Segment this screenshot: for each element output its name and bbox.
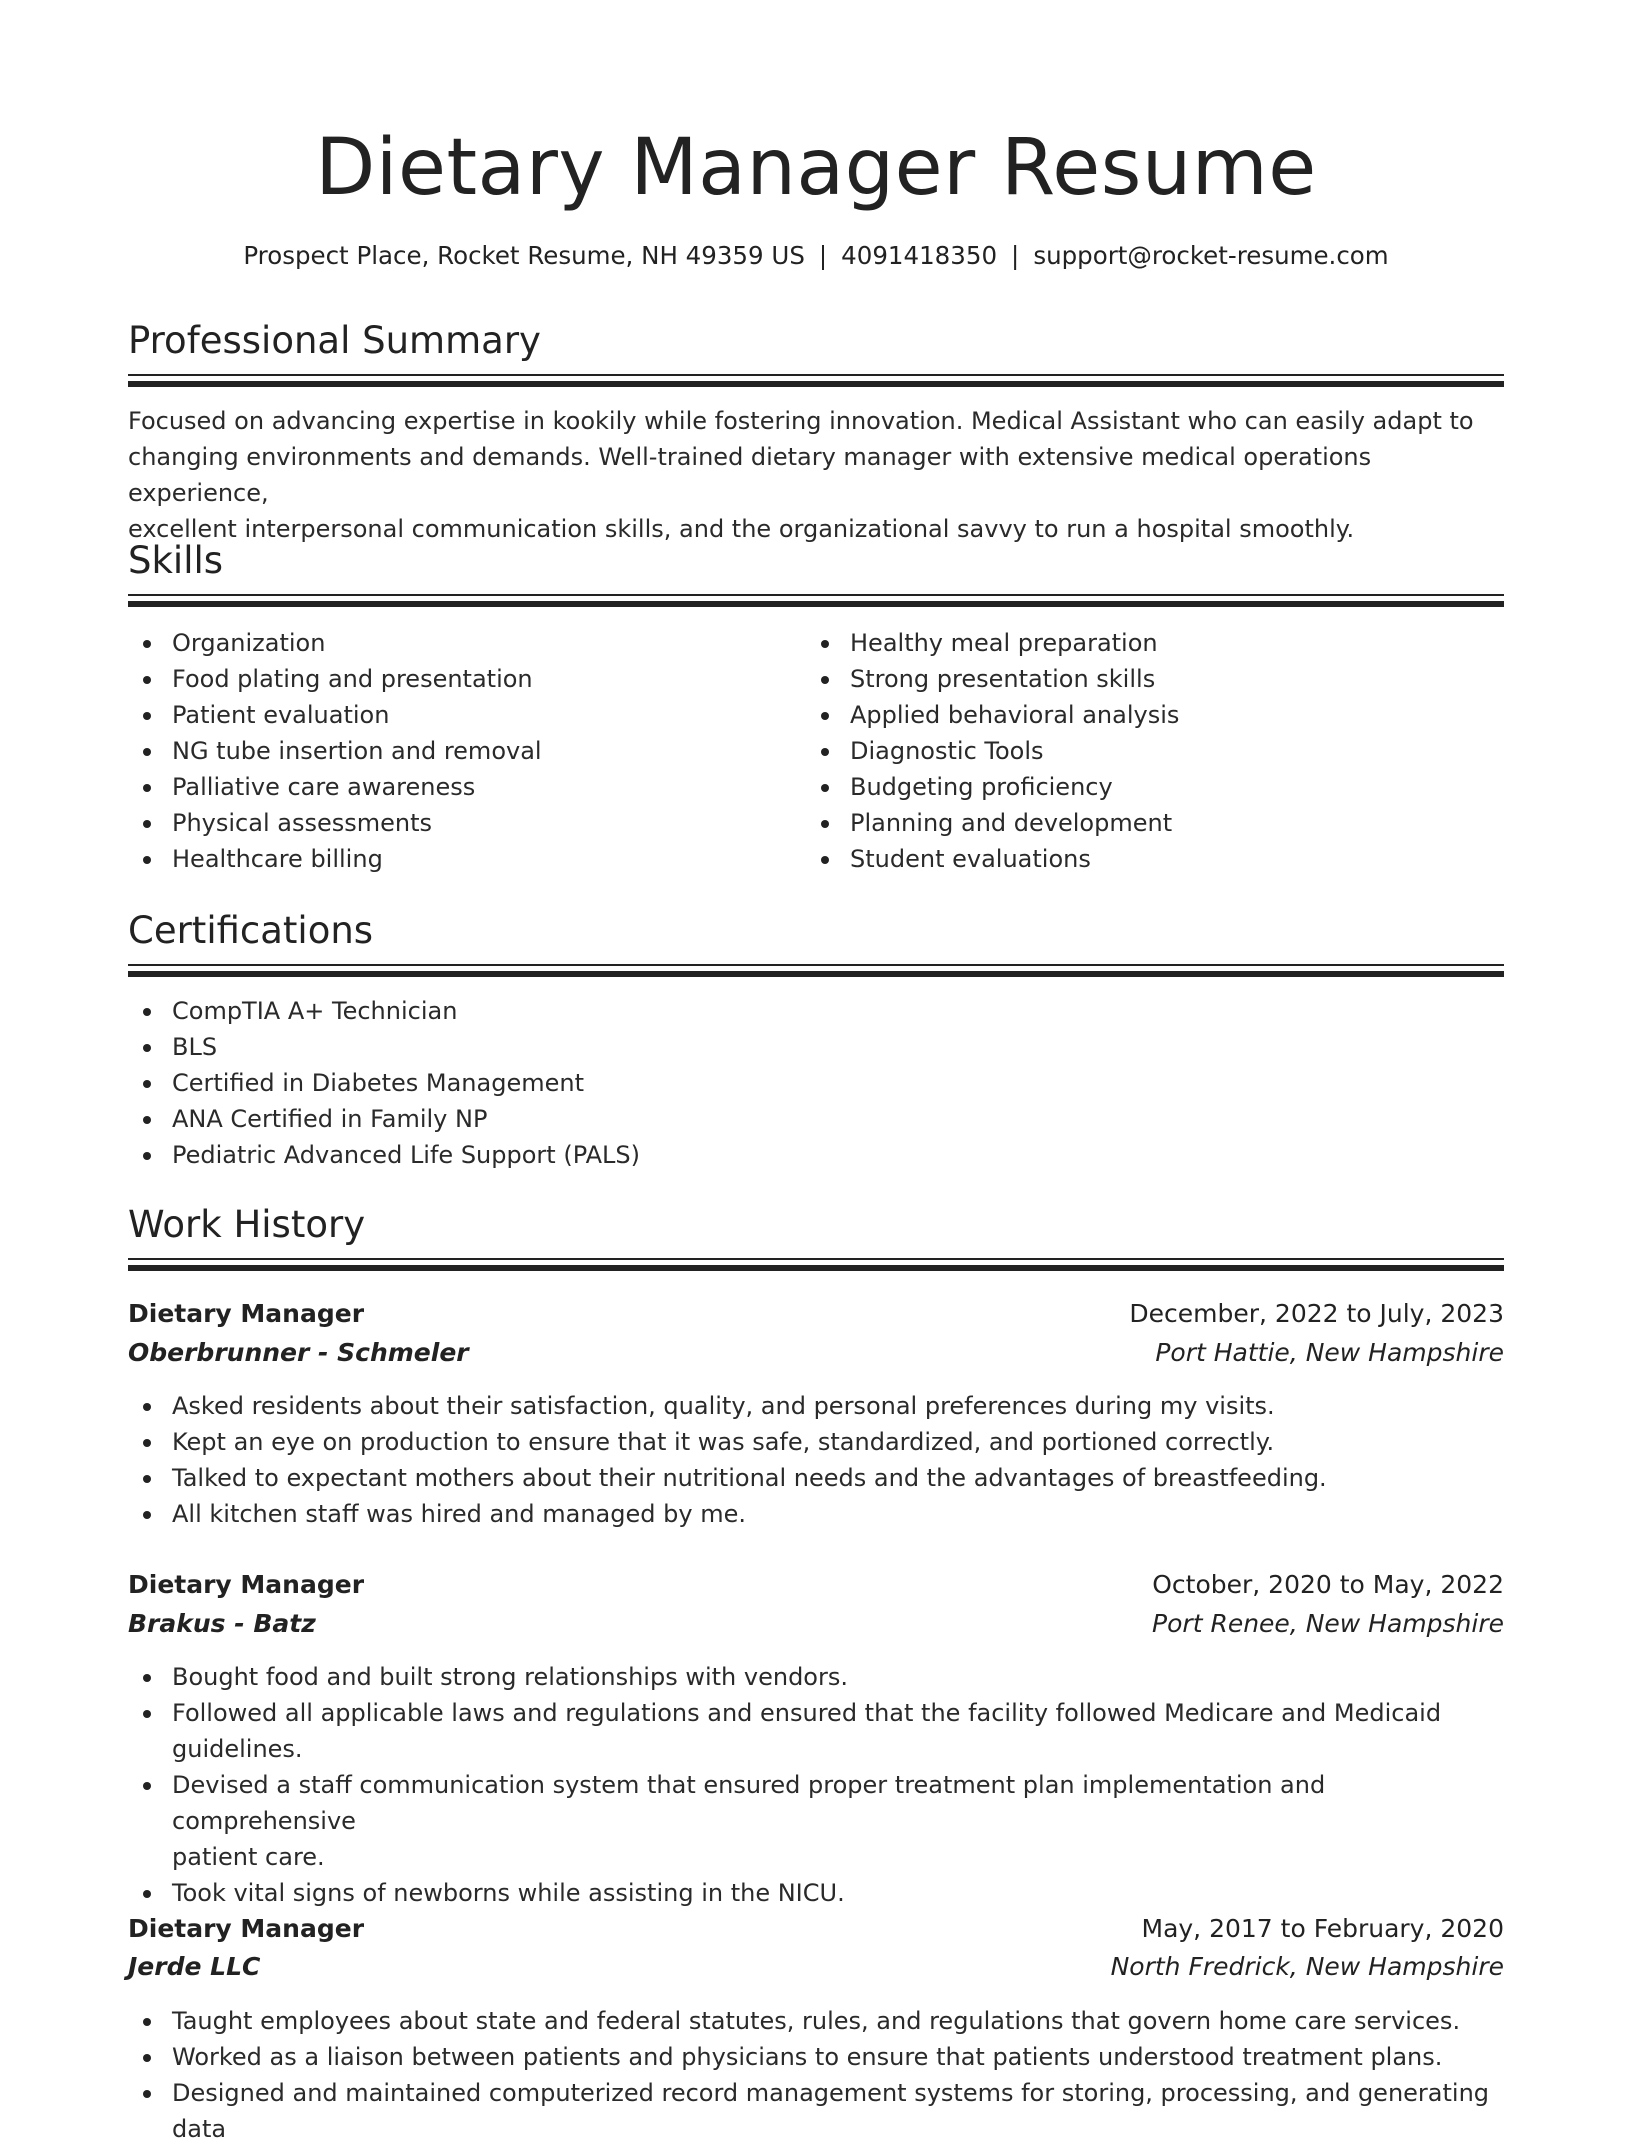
job-bullets xyxy=(128,2003,1504,2147)
list-item: Talked to expectant mothers about their nutritional needs and the advantages of breastfeeding. xyxy=(128,1460,1504,1496)
list-item: Palliative care awareness xyxy=(128,769,798,805)
job-title: Dietary Manager xyxy=(128,1299,365,1328)
summary-line: changing environments and demands. Well-trained dietary manager with extensive medical operations experience, xyxy=(128,443,1372,507)
certifications-list xyxy=(128,993,1504,1173)
job-header xyxy=(128,1294,1504,1334)
job-bullets xyxy=(128,1659,1504,1911)
summary-divider xyxy=(128,374,1504,386)
list-item: CompTIA A+ Technician xyxy=(128,993,1504,1029)
list-item: Applied behavioral analysis xyxy=(806,697,1504,733)
contact-email: support@rocket-resume.com xyxy=(1033,241,1389,270)
list-item: Planning and development xyxy=(806,805,1504,841)
summary-text xyxy=(128,403,1504,547)
job-header xyxy=(128,1909,1504,1949)
list-item: Healthy meal preparation xyxy=(806,625,1504,661)
list-item: NG tube insertion and removal xyxy=(128,733,798,769)
certifications-section-heading xyxy=(128,906,1504,956)
job-company: Jerde LLC xyxy=(128,1952,261,1981)
list-item: Pediatric Advanced Life Support (PALS) xyxy=(128,1137,1504,1173)
job-location: Port Hattie, New Hampshire xyxy=(1155,1338,1504,1367)
work-section-heading xyxy=(128,1200,1504,1250)
summary-section-heading xyxy=(128,316,1504,366)
list-item: Taught employees about state and federal statutes, rules, and regulations that govern home care services. xyxy=(128,2003,1504,2039)
contact-separator: | xyxy=(818,241,828,270)
job-company: Brakus - Batz xyxy=(128,1609,316,1638)
job-location: North Fredrick, New Hampshire xyxy=(1110,1952,1504,1981)
list-item: Certified in Diabetes Management xyxy=(128,1065,1504,1101)
skills-section-heading xyxy=(128,536,1504,586)
list-item: Student evaluations xyxy=(806,841,1504,877)
job-dates: October, 2020 to May, 2022 xyxy=(1152,1570,1504,1599)
list-item: Designed and maintained computerized record management systems for storing, processing, and generating data xyxy=(128,2075,1504,2147)
list-item: Organization xyxy=(128,625,798,661)
list-item: Kept an eye on production to ensure that it was safe, standardized, and portioned correctly. xyxy=(128,1424,1504,1460)
job-header xyxy=(128,1565,1504,1605)
skills-list-left xyxy=(128,625,798,877)
job-title: Dietary Manager xyxy=(128,1914,365,1943)
list-item: Patient evaluation xyxy=(128,697,798,733)
list-item: All kitchen staff was hired and managed by me. xyxy=(128,1496,1504,1532)
list-item: Followed all applicable laws and regulations and ensured that the facility followed Medicare and Medicaid guidelines. xyxy=(128,1695,1504,1767)
resume-title: Dietary Manager Resume xyxy=(315,123,1317,213)
job-title: Dietary Manager xyxy=(128,1570,365,1599)
contact-address: Prospect Place, Rocket Resume, NH 49359 US xyxy=(243,241,805,270)
list-item: ANA Certified in Family NP xyxy=(128,1101,1504,1137)
summary-heading: Professional Summary xyxy=(128,319,541,362)
skills-list-right xyxy=(806,625,1504,877)
summary-line: Focused on advancing expertise in kookily while fostering innovation. Medical Assistant who can easily adapt to xyxy=(128,407,1474,435)
job-subheader xyxy=(128,1947,1504,1987)
contact-line xyxy=(128,238,1504,274)
skills-heading: Skills xyxy=(128,539,224,582)
list-item: Asked residents about their satisfaction, quality, and personal preferences during my visits. xyxy=(128,1388,1504,1424)
list-item: Bought food and built strong relationships with vendors. xyxy=(128,1659,1504,1695)
job-dates: December, 2022 to July, 2023 xyxy=(1129,1299,1504,1328)
certifications-divider xyxy=(128,964,1504,976)
job-bullets xyxy=(128,1388,1504,1532)
job-location: Port Renee, New Hampshire xyxy=(1152,1609,1504,1638)
list-item: Budgeting proficiency xyxy=(806,769,1504,805)
work-divider xyxy=(128,1258,1504,1270)
contact-phone: 4091418350 xyxy=(841,241,998,270)
job-subheader xyxy=(128,1604,1504,1644)
job-dates: May, 2017 to February, 2020 xyxy=(1141,1914,1504,1943)
certifications-heading: Certifications xyxy=(128,909,374,952)
list-item: Took vital signs of newborns while assisting in the NICU. xyxy=(128,1875,1504,1911)
list-item: Food plating and presentation xyxy=(128,661,798,697)
skills-divider xyxy=(128,594,1504,606)
list-item: Diagnostic Tools xyxy=(806,733,1504,769)
list-item: Physical assessments xyxy=(128,805,798,841)
work-heading: Work History xyxy=(128,1203,366,1246)
list-item: Healthcare billing xyxy=(128,841,798,877)
list-item: Devised a staff communication system that ensured proper treatment plan implementation and comprehensive patient care. xyxy=(128,1767,1504,1875)
list-item: Strong presentation skills xyxy=(806,661,1504,697)
job-company: Oberbrunner - Schmeler xyxy=(128,1338,469,1367)
list-item: BLS xyxy=(128,1029,1504,1065)
summary-line: excellent interpersonal communication skills, and the organizational savvy to run a hospital smoothly. xyxy=(128,515,1355,543)
list-item: Worked as a liaison between patients and physicians to ensure that patients understood treatment plans. xyxy=(128,2039,1504,2075)
contact-separator: | xyxy=(1011,241,1020,270)
job-subheader xyxy=(128,1333,1504,1373)
